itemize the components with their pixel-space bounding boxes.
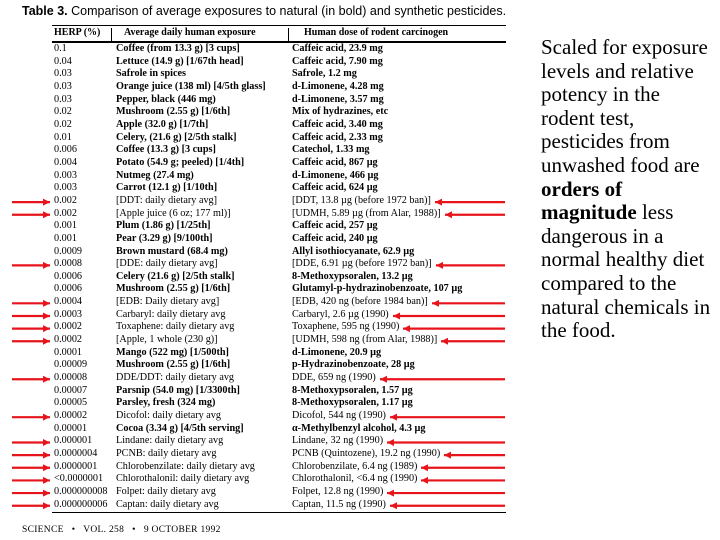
note-text-before: Scaled for exposure levels and relative potency in the rodent test, pesticides from unwashed food are [541, 35, 708, 177]
table-row [54, 208, 506, 221]
annotation-note [541, 36, 711, 343]
herp-cell: 0.0000001 [54, 460, 98, 472]
dose-cell: p-Hydrazinobenzoate, 28 µg [292, 359, 415, 371]
table-title-label: Table 3. [22, 4, 68, 18]
herp-cell: 0.00002 [54, 410, 88, 422]
herp-cell: 0.03 [54, 68, 72, 80]
table-row [54, 461, 506, 474]
herp-cell: 0.003 [54, 169, 77, 181]
exposure-cell: Captan: daily dietary avg [116, 498, 219, 510]
exposure-cell: Potato (54.9 g; peeled) [1/4th] [116, 156, 245, 168]
exposure-cell: Parsnip (54.0 mg) [1/3300th] [116, 384, 240, 396]
dose-cell: Chlorobenzilate, 6.4 ng (1989) [292, 460, 418, 472]
column-header-herp: HERP (%) [54, 27, 101, 38]
dose-cell: α-Methylbenzyl alcohol, 4.3 µg [292, 422, 426, 434]
dose-cell: Caffeic acid, 624 µg [292, 182, 378, 194]
exposure-cell: [DDT: daily dietary avg] [116, 194, 218, 206]
exposure-cell: Pear (3.29 g) [9/100th] [116, 232, 213, 244]
exposure-cell: Brown mustard (68.4 mg) [116, 245, 228, 257]
herp-cell: 0.00001 [54, 422, 88, 434]
herp-cell: 0.0009 [54, 245, 83, 257]
table-row [54, 309, 506, 322]
dose-cell: 8-Methoxypsoralen, 1.57 µg [292, 384, 413, 396]
herp-cell: 0.03 [54, 80, 72, 92]
exposure-cell: PCNB: daily dietary avg [116, 448, 217, 459]
exposure-cell: Coffee (from 13.3 g) [3 cups] [116, 43, 240, 54]
exposure-cell: Nutmeg (27.4 mg) [116, 169, 194, 181]
dose-cell: d-Limonene, 3.57 mg [292, 93, 384, 105]
dose-cell: d-Limonene, 4.28 mg [292, 80, 384, 92]
herp-cell: 0.000000008 [54, 485, 108, 497]
dose-cell: Caffeic acid, 257 µg [292, 220, 378, 232]
herp-cell: <0.0000001 [54, 473, 104, 485]
table-row [54, 283, 506, 296]
table-row [54, 132, 506, 145]
table-row [54, 119, 506, 132]
herp-cell: 0.0002 [54, 321, 83, 333]
dose-cell: [UDMH, 598 ng (from Alar, 1988)] [292, 334, 438, 346]
herp-cell: 0.0004 [54, 296, 83, 308]
herp-cell: 0.00009 [54, 359, 88, 371]
exposure-cell: Cocoa (3.34 g) [4/5th serving] [116, 422, 244, 434]
table-row [54, 106, 506, 119]
dose-cell: Caffeic acid, 7.90 mg [292, 55, 383, 67]
herp-cell: 0.0008 [54, 258, 83, 270]
dose-cell: d-Limonene, 20.9 µg [292, 346, 382, 358]
note-emphasis: orders of magnitude [541, 176, 637, 225]
table-row [54, 347, 506, 360]
herp-cell: 0.002 [54, 194, 77, 206]
dose-cell: Lindane, 32 ng (1990) [292, 435, 384, 447]
exposure-cell: Celery, (21.6 g) [2/5th stalk] [116, 131, 237, 143]
dose-cell: Glutamyl-p-hydrazinobenzoate, 107 µg [292, 283, 463, 295]
table-row [54, 195, 506, 208]
table-row [54, 94, 506, 107]
dose-cell: [DDT, 13.8 µg (before 1972 ban)] [292, 194, 431, 206]
dose-cell: Caffeic acid, 867 µg [292, 156, 378, 168]
herp-cell: 0.02 [54, 118, 72, 130]
table-row [54, 372, 506, 385]
dose-cell: Mix of hydrazines, etc [292, 106, 389, 118]
exposure-cell: Coffee (13.3 g) [3 cups] [116, 144, 216, 156]
herp-cell: 0.0006 [54, 283, 83, 295]
table-row [54, 144, 506, 157]
exposure-cell: Lettuce (14.9 g) [1/67th head] [116, 55, 244, 67]
table-row [54, 359, 506, 372]
herp-cell: 0.0000004 [54, 448, 98, 459]
dose-cell: DDE, 659 ng (1990) [292, 372, 376, 384]
table-row [54, 321, 506, 334]
dose-cell: Folpet, 12.8 ng (1990) [292, 485, 384, 497]
exposure-cell: DDE/DDT: daily dietary avg [116, 372, 235, 384]
dose-cell: Captan, 11.5 ng (1990) [292, 498, 386, 510]
dose-cell: [EDB, 420 ng (before 1984 ban)] [292, 296, 428, 308]
citation-footer: SCIENCE • VOL. 258 • 9 OCTOBER 1992 [22, 525, 221, 535]
exposure-cell: Mango (522 mg) [1/500th] [116, 346, 229, 358]
herp-cell: 0.000001 [54, 435, 93, 447]
table-row [54, 397, 506, 410]
herp-cell: 0.00007 [54, 384, 88, 396]
exposure-cell: Folpet: daily dietary avg [116, 485, 216, 497]
table-row [54, 157, 506, 170]
table-row [54, 81, 506, 94]
exposure-cell: Mushroom (2.55 g) [1/6th] [116, 283, 231, 295]
dose-cell: Chlorothalonil, <6.4 ng (1990) [292, 473, 418, 485]
table-title-text: Comparison of average exposures to natural (in bold) and synthetic pesticides. [71, 4, 507, 18]
herp-cell: 0.004 [54, 156, 77, 168]
table-row [54, 258, 506, 271]
table-row [54, 486, 506, 499]
table-row [54, 499, 506, 512]
exposure-cell: Celery (21.6 g) [2/5th stalk] [116, 270, 235, 282]
exposure-cell: [Apple juice (6 oz; 177 ml)] [116, 207, 231, 219]
exposure-cell: Lindane: daily dietary avg [116, 435, 224, 447]
exposure-cell: Pepper, black (446 mg) [116, 93, 216, 105]
journal-name: SCIENCE [22, 525, 64, 535]
journal-date: 9 OCTOBER 1992 [143, 525, 221, 535]
exposure-cell: Parsley, fresh (324 mg) [116, 397, 216, 409]
table-row [54, 473, 506, 486]
header-divider [288, 28, 289, 42]
table-bottom-rule [52, 512, 506, 513]
table-row [54, 334, 506, 347]
table-row [54, 68, 506, 81]
exposure-cell: Orange juice (138 ml) [4/5th glass] [116, 80, 266, 92]
herp-cell: 0.0003 [54, 308, 83, 320]
table-row [54, 271, 506, 284]
herp-cell: 0.00005 [54, 397, 88, 409]
dose-cell: Caffeic acid, 3.40 mg [292, 118, 383, 130]
herp-cell: 0.003 [54, 182, 77, 194]
note-text-after: less dangerous in a normal healthy diet compared to the natural chemicals in the food. [541, 200, 711, 343]
dose-cell: 8-Methoxypsoralen, 13.2 µg [292, 270, 413, 282]
herp-cell: 0.00008 [54, 372, 88, 384]
dose-cell: Allyl isothiocyanate, 62.9 µg [292, 245, 415, 257]
dose-cell: Catechol, 1.33 mg [292, 144, 370, 156]
table-row [54, 170, 506, 183]
table-row [54, 423, 506, 436]
table-row [54, 220, 506, 233]
dose-cell: Caffeic acid, 23.9 mg [292, 43, 383, 54]
exposure-cell: [DDE: daily dietary avg] [116, 258, 218, 270]
herp-cell: 0.001 [54, 220, 77, 232]
exposure-cell: Carbaryl: daily dietary avg [116, 308, 226, 320]
exposure-table [54, 43, 506, 511]
header-top-rule [52, 25, 506, 26]
exposure-cell: Mushroom (2.55 g) [1/6th] [116, 359, 231, 371]
dose-cell: Carbaryl, 2.6 µg (1990) [292, 308, 389, 320]
column-header-exposure: Average daily human exposure [124, 27, 256, 38]
dose-cell: PCNB (Quintozene), 19.2 ng (1990) [292, 448, 441, 459]
table-row [54, 410, 506, 423]
exposure-cell: Chlorothalonil: daily dietary avg [116, 473, 250, 485]
table-row [54, 246, 506, 259]
dose-cell: Caffeic acid, 2.33 mg [292, 131, 383, 143]
header-divider [111, 28, 112, 42]
herp-cell: 0.002 [54, 207, 77, 219]
table-row [54, 233, 506, 246]
herp-cell: 0.0006 [54, 270, 83, 282]
exposure-cell: Safrole in spices [116, 68, 186, 80]
herp-cell: 0.0002 [54, 334, 83, 346]
herp-cell: 0.000000006 [54, 498, 108, 510]
table-row [54, 182, 506, 195]
exposure-cell: Chlorobenzilate: daily dietary avg [116, 460, 255, 472]
journal-volume: VOL. 258 [83, 525, 125, 535]
table-body [54, 43, 506, 511]
dose-cell: Caffeic acid, 240 µg [292, 232, 378, 244]
table-row [54, 385, 506, 398]
herp-cell: 0.02 [54, 106, 72, 118]
herp-cell: 0.001 [54, 232, 77, 244]
dose-cell: Dicofol, 544 ng (1990) [292, 410, 386, 422]
column-header-dose: Human dose of rodent carcinogen [304, 27, 449, 38]
table-row [54, 296, 506, 309]
exposure-cell: Carrot (12.1 g) [1/10th] [116, 182, 218, 194]
exposure-cell: Plum (1.86 g) [1/25th] [116, 220, 211, 232]
dose-cell: Toxaphene, 595 ng (1990) [292, 321, 400, 333]
table-row [54, 43, 506, 56]
table-row [54, 56, 506, 69]
dose-cell: d-Limonene, 466 µg [292, 169, 379, 181]
dose-cell: 8-Methoxypsoralen, 1.17 µg [292, 397, 413, 409]
herp-cell: 0.006 [54, 144, 77, 156]
herp-cell: 0.0001 [54, 346, 83, 358]
dose-cell: Safrole, 1.2 mg [292, 68, 357, 80]
herp-cell: 0.03 [54, 93, 72, 105]
exposure-cell: [Apple, 1 whole (230 g)] [116, 334, 218, 346]
table-row [54, 435, 506, 448]
herp-cell: 0.04 [54, 55, 72, 67]
dose-cell: [UDMH, 5.89 µg (from Alar, 1988)] [292, 207, 441, 219]
dose-cell: [DDE, 6.91 µg (before 1972 ban)] [292, 258, 432, 270]
herp-cell: 0.1 [54, 43, 67, 54]
exposure-cell: Mushroom (2.55 g) [1/6th] [116, 106, 231, 118]
table-title [22, 4, 506, 18]
exposure-cell: [EDB: Daily dietary avg] [116, 296, 220, 308]
exposure-cell: Apple (32.0 g) [1/7th] [116, 118, 209, 130]
exposure-cell: Toxaphene: daily dietary avg [116, 321, 235, 333]
table-row [54, 448, 506, 461]
herp-cell: 0.01 [54, 131, 72, 143]
exposure-cell: Dicofol: daily dietary avg [116, 410, 221, 422]
